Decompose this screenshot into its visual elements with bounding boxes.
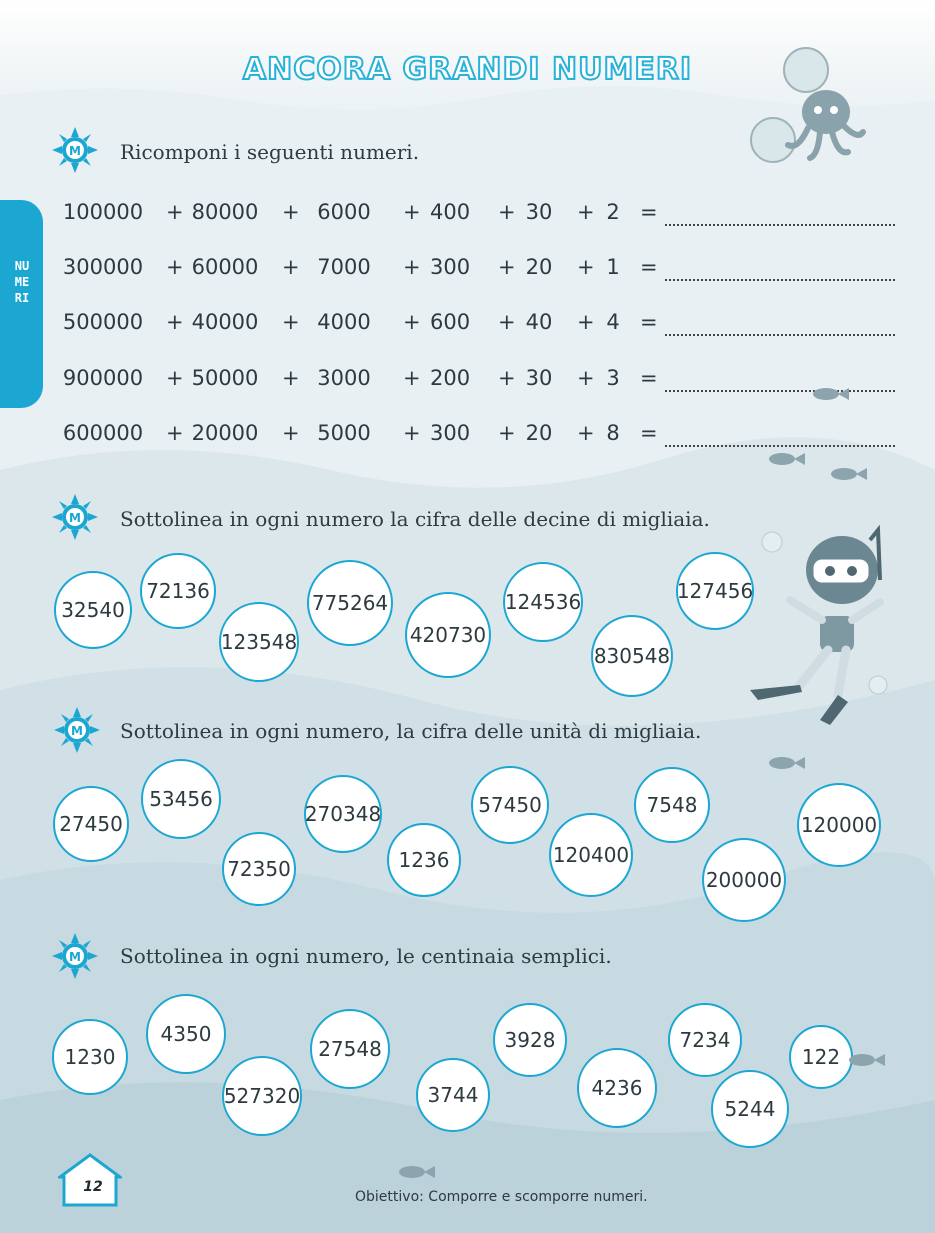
sun-badge-icon [52,127,98,173]
number-bubble[interactable]: 7548 [634,767,710,843]
equation-term: 6000 [317,200,371,224]
exercise1-instruction: Ricomponi i seguenti numeri. [120,140,420,164]
equation-term: 40000 [191,310,259,334]
number-bubble[interactable]: 120400 [549,813,633,897]
equation-term: 8 [606,421,620,445]
badge-letter: M [71,724,83,738]
equation-term: 3 [606,366,620,390]
plus-sign: + [577,255,595,279]
fish-icon [398,1164,436,1180]
fish-icon [812,386,850,402]
plus-sign: + [577,200,595,224]
number-bubble[interactable]: 1236 [387,823,461,897]
number-bubble[interactable]: 420730 [405,592,491,678]
plus-sign: + [166,366,184,390]
exercise2-instruction: Sottolinea in ogni numero la cifra delle decine di migliaia. [120,507,710,531]
equation-term: 20 [525,421,553,445]
diver-girl-illustration [730,520,900,730]
fish-icon [768,451,806,467]
number-bubble[interactable]: 830548 [591,615,673,697]
plus-sign: + [577,421,595,445]
equals-sign: = [640,255,658,279]
equation-term: 1 [606,255,620,279]
plus-sign: + [282,255,300,279]
sun-badge-icon [54,707,100,753]
number-bubble[interactable]: 27450 [53,786,129,862]
badge-letter: M [69,144,81,158]
plus-sign: + [166,255,184,279]
plus-sign: + [403,255,421,279]
equation-term: 5000 [317,421,371,445]
sun-badge-icon [52,933,98,979]
plus-sign: + [498,366,516,390]
badge-letter: M [69,511,81,525]
number-bubble[interactable]: 27548 [310,1009,390,1089]
equals-sign: = [640,366,658,390]
number-bubble[interactable]: 124536 [503,562,583,642]
exercise3-instruction: Sottolinea in ogni numero, la cifra delle unità di migliaia. [120,719,702,743]
equation-term: 600000 [62,421,144,445]
equation-row [0,310,935,340]
equation-row [0,200,935,230]
plus-sign: + [403,421,421,445]
number-bubble[interactable]: 72350 [222,832,296,906]
plus-sign: + [282,310,300,334]
equation-term: 40 [525,310,553,334]
equation-term: 20000 [191,421,259,445]
number-bubble[interactable]: 3928 [493,1003,567,1077]
equals-sign: = [640,310,658,334]
number-bubble[interactable]: 57450 [471,766,549,844]
equation-term: 400 [430,200,471,224]
equation-term: 80000 [191,200,259,224]
number-bubble[interactable]: 122 [789,1025,853,1089]
page-title: ANCORA GRANDI NUMERI [242,52,693,87]
plus-sign: + [166,421,184,445]
number-bubble[interactable]: 200000 [702,838,786,922]
number-bubble[interactable]: 120000 [797,783,881,867]
plus-sign: + [498,310,516,334]
fish-icon [830,466,868,482]
number-bubble[interactable]: 32540 [54,571,132,649]
equation-term: 3000 [317,366,371,390]
equation-row [0,421,935,451]
plus-sign: + [577,366,595,390]
number-bubble[interactable]: 3744 [416,1058,490,1132]
plus-sign: + [498,200,516,224]
equation-term: 200 [430,366,471,390]
side-tab-label: NUMERI [14,259,30,305]
equals-sign: = [640,421,658,445]
equation-term: 300000 [62,255,144,279]
number-bubble[interactable]: 775264 [307,560,393,646]
equation-term: 60000 [191,255,259,279]
answer-line[interactable] [665,334,895,336]
equation-term: 500000 [62,310,144,334]
equation-term: 600 [430,310,471,334]
fish-icon [848,1052,886,1068]
answer-line[interactable] [665,445,895,447]
number-bubble[interactable]: 4350 [146,994,226,1074]
equation-term: 50000 [191,366,259,390]
plus-sign: + [282,366,300,390]
number-bubble[interactable]: 5244 [711,1070,789,1148]
equation-term: 4 [606,310,620,334]
badge-letter: M [69,950,81,964]
plus-sign: + [498,421,516,445]
equation-term: 100000 [62,200,144,224]
number-bubble[interactable]: 123548 [219,602,299,682]
equation-row [0,255,935,285]
plus-sign: + [403,310,421,334]
equation-term: 300 [430,255,471,279]
octopus-illustration [748,40,868,165]
answer-line[interactable] [665,224,895,226]
exercise4-instruction: Sottolinea in ogni numero, le centinaia semplici. [120,944,612,968]
equation-term: 7000 [317,255,371,279]
fish-icon [768,755,806,771]
equation-term: 30 [525,366,553,390]
plus-sign: + [577,310,595,334]
equals-sign: = [640,200,658,224]
plus-sign: + [403,200,421,224]
equation-term: 900000 [62,366,144,390]
number-bubble[interactable]: 127456 [676,552,754,630]
equation-term: 2 [606,200,620,224]
number-bubble[interactable]: 4236 [577,1048,657,1128]
number-bubble[interactable]: 53456 [141,759,221,839]
plus-sign: + [498,255,516,279]
number-bubble[interactable]: 270348 [304,775,382,853]
plus-sign: + [166,310,184,334]
equation-row [0,366,935,396]
page-number: 12 [83,1179,103,1195]
equation-term: 20 [525,255,553,279]
number-bubble[interactable]: 527320 [222,1056,302,1136]
objective-text: Obiettivo: Comporre e scomporre numeri. [355,1189,648,1205]
plus-sign: + [282,200,300,224]
number-bubble[interactable]: 1230 [52,1019,128,1095]
number-bubble[interactable]: 72136 [140,553,216,629]
equation-term: 4000 [317,310,371,334]
equation-term: 300 [430,421,471,445]
number-bubble[interactable]: 7234 [668,1003,742,1077]
plus-sign: + [403,366,421,390]
sun-badge-icon [52,494,98,540]
equation-term: 30 [525,200,553,224]
answer-line[interactable] [665,390,895,392]
plus-sign: + [166,200,184,224]
answer-line[interactable] [665,279,895,281]
plus-sign: + [282,421,300,445]
